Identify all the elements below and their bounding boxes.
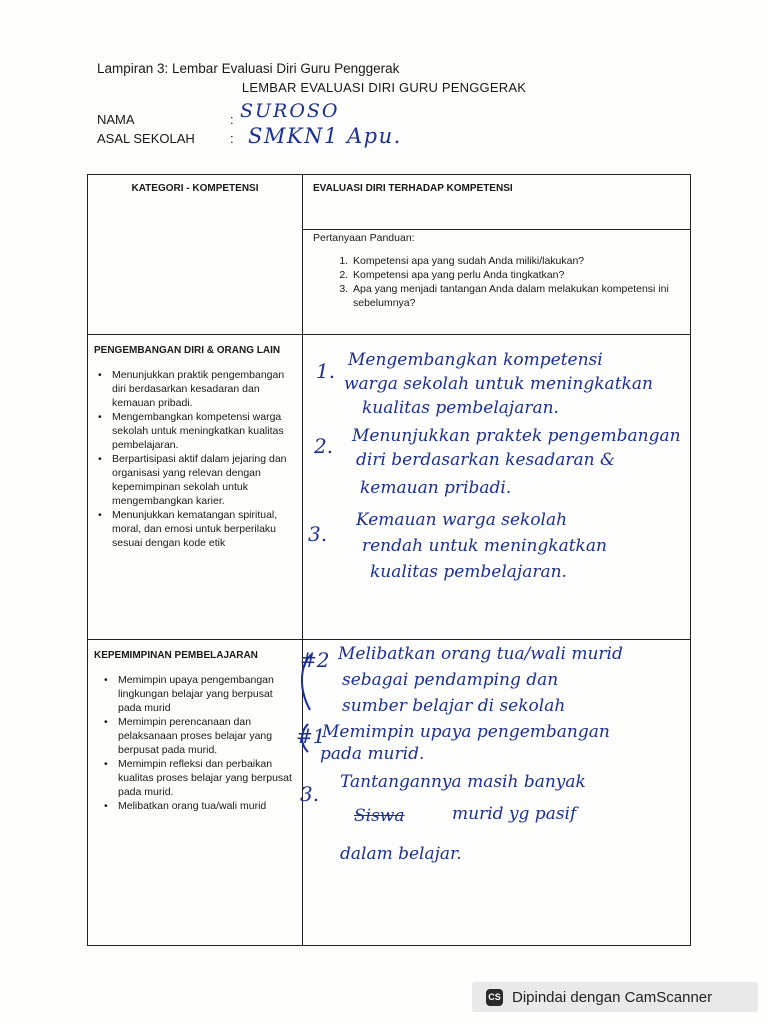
handwritten-line: Tantangannya masih banyak <box>340 772 586 792</box>
guide-cell <box>303 230 691 335</box>
handwritten-line: dalam belajar. <box>340 844 462 864</box>
guide-question: 1. Kompetensi apa yang sudah Anda miliki/lakukan? <box>351 254 690 268</box>
section1-category-cell <box>88 335 303 640</box>
header-evaluation-cell <box>303 175 691 230</box>
camscanner-badge <box>472 982 758 1012</box>
camscanner-text: Dipindai dengan CamScanner <box>512 988 713 1006</box>
handwritten-line: kualitas pembelajaran. <box>362 398 559 418</box>
handwritten-school: SMKN1 Apu. <box>248 124 402 148</box>
list-item: • Memimpin perencanaan dan pelaksanaan proses belajar yang berpusat pada murid. <box>118 715 294 757</box>
camscanner-icon: CS <box>486 989 503 1006</box>
list-item: • Memimpin refleksi dan perbaikan kualitas proses belajar yang berpusat pada murid. <box>118 757 294 799</box>
hw-number: 3. <box>308 522 328 546</box>
handwritten-line: Memimpin upaya pengembangan <box>322 722 610 742</box>
handwritten-line: Mengembangkan kompetensi <box>348 350 603 370</box>
appendix-title: Lampiran 3: Lembar Evaluasi Diri Guru Penggerak <box>97 61 400 76</box>
handwritten-strikethrough: Siswa <box>354 806 405 826</box>
guide-question: 3. Apa yang menjadi tantangan Anda dalam melakukan kompetensi ini sebelumnya? <box>351 282 690 310</box>
section1-items <box>88 368 290 550</box>
section2-title: KEPEMIMPINAN PEMBELAJARAN <box>94 650 258 661</box>
handwritten-line: pada murid. <box>320 744 425 764</box>
list-item: • Menunjukkan kematangan spiritual, moral, dan emosi untuk berperilaku sesuai dengan kode etik <box>112 508 290 550</box>
list-item: • Mengembangkan kompetensi warga sekolah untuk meningkatkan kualitas pembelajaran. <box>112 410 290 452</box>
list-item: • Menunjukkan praktik pengembangan diri berdasarkan kesadaran dan kemauan pribadi. <box>112 368 290 410</box>
name-colon: : <box>230 112 234 127</box>
handwritten-name: SUROSO <box>240 100 340 122</box>
hw-number: #1 <box>296 724 326 748</box>
handwritten-line: sebagai pendamping dan <box>342 670 559 690</box>
hw-number: 2. <box>314 434 334 458</box>
header-category-cell <box>88 175 303 335</box>
table-header-row <box>88 175 691 230</box>
hw-number: 1. <box>316 359 336 383</box>
section2-items <box>88 673 294 813</box>
section1-title: PENGEMBANGAN DIRI & ORANG LAIN <box>94 345 281 356</box>
header-category: KATEGORI - KOMPETENSI <box>131 183 259 194</box>
handwritten-line: Menunjukkan praktek pengembangan <box>352 426 681 446</box>
guide-title: Pertanyaan Panduan: <box>313 232 415 244</box>
name-label: NAMA <box>97 112 135 127</box>
list-item: • Memimpin upaya pengembangan lingkungan belajar yang berpusat pada murid <box>118 673 294 715</box>
handwritten-line: warga sekolah untuk meningkatkan <box>344 374 653 394</box>
guide-questions <box>313 254 690 310</box>
document-title: LEMBAR EVALUASI DIRI GURU PENGGERAK <box>241 80 527 95</box>
handwritten-line: rendah untuk meningkatkan <box>362 536 607 556</box>
school-colon: : <box>230 131 234 146</box>
handwritten-line: kemauan pribadi. <box>360 478 512 498</box>
handwritten-line: murid yg pasif <box>452 804 577 824</box>
hw-number: 3. <box>300 782 320 806</box>
handwritten-brackets <box>286 640 326 760</box>
header-evaluation: EVALUASI DIRI TERHADAP KOMPETENSI <box>313 183 513 194</box>
handwritten-line: Kemauan warga sekolah <box>356 510 568 530</box>
evaluation-table <box>87 174 691 946</box>
guide-question: 2. Kompetensi apa yang perlu Anda tingkatkan? <box>351 268 690 282</box>
handwritten-line: diri berdasarkan kesadaran & <box>356 450 616 470</box>
school-label: ASAL SEKOLAH <box>97 131 195 146</box>
list-item: • Melibatkan orang tua/wali murid <box>118 799 294 813</box>
handwritten-line: Melibatkan orang tua/wali murid <box>338 644 623 664</box>
hw-number: #2 <box>300 648 330 672</box>
section2-category-cell <box>88 640 303 946</box>
handwritten-line: sumber belajar di sekolah <box>342 696 566 716</box>
handwritten-line: kualitas pembelajaran. <box>370 562 567 582</box>
list-item: • Berpartisipasi aktif dalam jejaring dan organisasi yang relevan dengan kepemimpinan sekolah untuk mengembangkan karier. <box>112 452 290 508</box>
